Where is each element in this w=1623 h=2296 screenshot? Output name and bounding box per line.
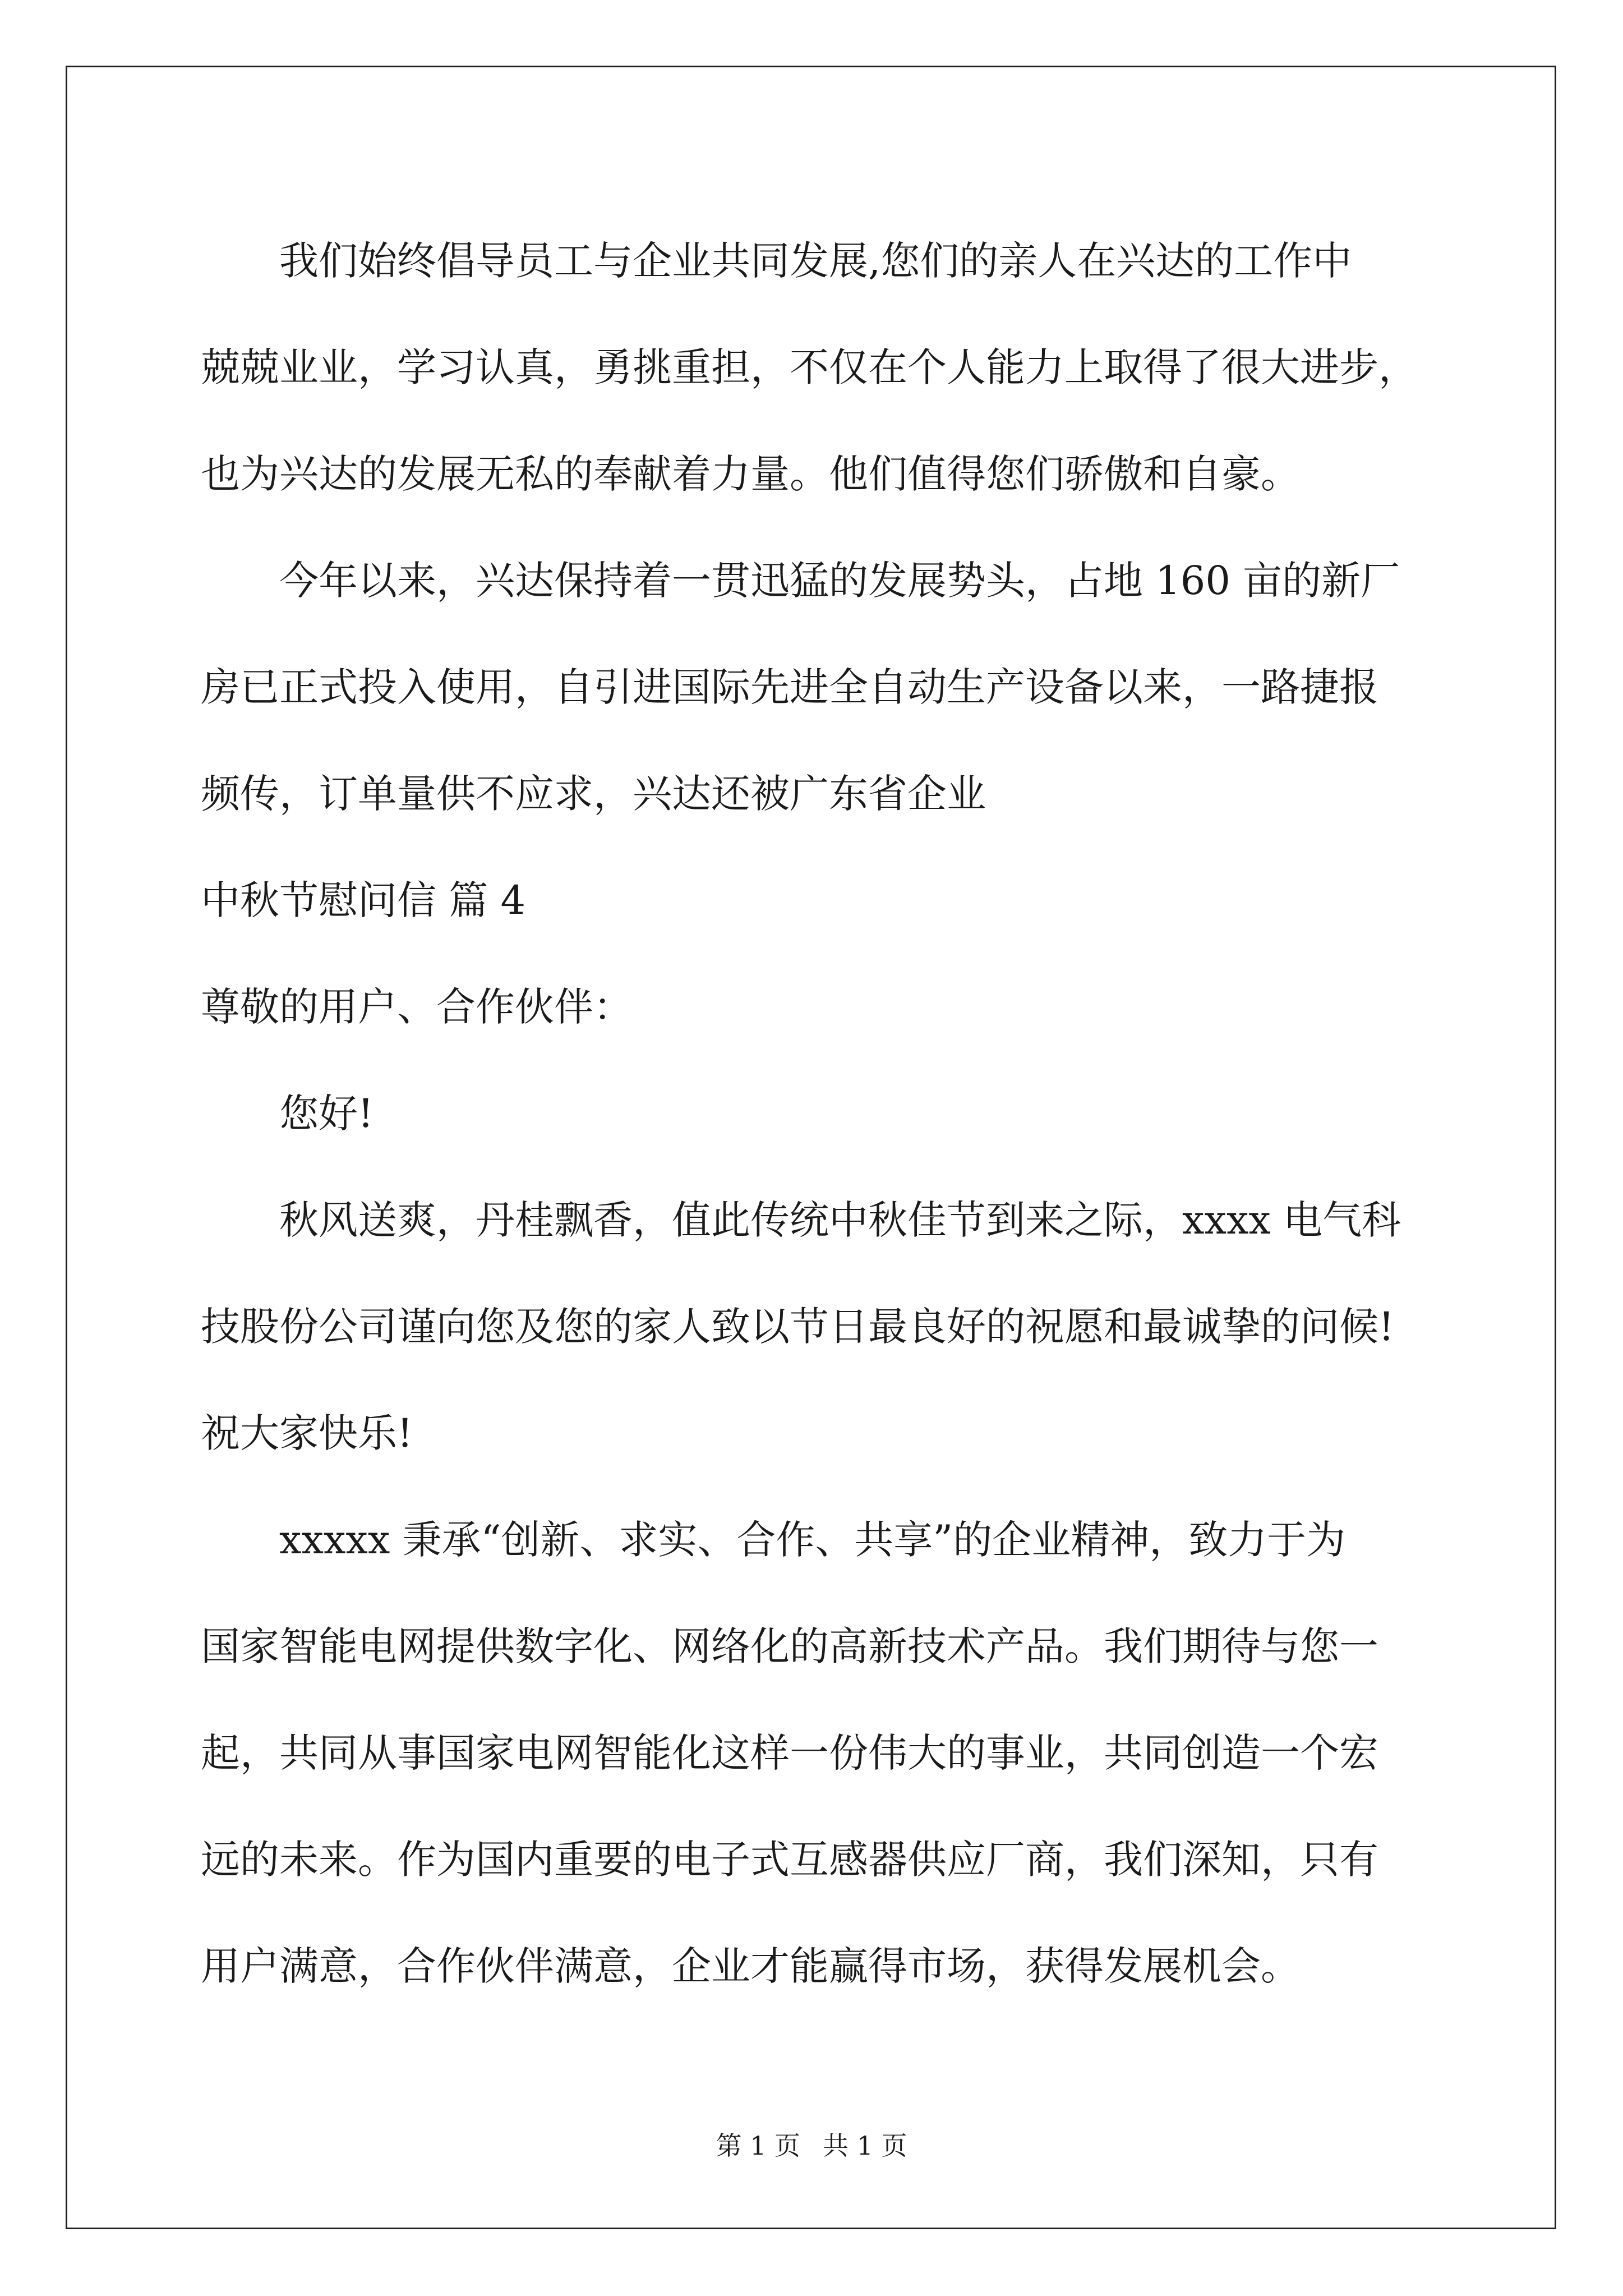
paragraph-line-2: 兢兢业业，学习认真，勇挑重担，不仅在个人能力上取得了很大进步， — [201, 344, 1418, 390]
paragraph-line-16: 远的未来。作为国内重要的电子式互感器供应厂商，我们深知，只有 — [201, 1837, 1378, 1883]
paragraph-line-5: 房已正式投入使用，自引进国际先进全自动生产设备以来，一路捷报 — [201, 664, 1378, 710]
paragraph-line-17: 用户满意，合作伙伴满意，企业才能赢得市场，获得发展机会。 — [201, 1943, 1300, 1989]
paragraph-line-14: 国家智能电网提供数字化、网络化的高新技术产品。我们期待与您一 — [201, 1623, 1378, 1669]
paragraph-line-10: 秋风送爽，丹桂飘香，值此传统中秋佳节到来之际，xxxx 电气科 — [279, 1197, 1401, 1243]
document-body — [201, 208, 1432, 2019]
paragraph-line-3: 也为兴达的发展无私的奉献着力量。他们值得您们骄傲和自豪。 — [201, 451, 1300, 497]
paragraph-line-1: 我们始终倡导员工与企业共同发展,您们的亲人在兴达的工作中 — [279, 238, 1352, 284]
page-footer — [0, 2129, 1623, 2162]
paragraph-line-13: xxxxx 秉承“创新、求实、合作、共享”的企业精神，致力于为 — [279, 1517, 1346, 1563]
greeting: 您好! — [279, 1091, 374, 1137]
salutation: 尊敬的用户、合作伙伴： — [201, 984, 633, 1030]
paragraph-line-11: 技股份公司谨向您及您的家人致以节日最良好的祝愿和最诚挚的问候! — [201, 1304, 1395, 1350]
page-number-total: 共 1 页 — [823, 2131, 907, 2161]
paragraph-line-4: 今年以来，兴达保持着一贯迅猛的发展势头，占地 160 亩的新厂 — [279, 558, 1400, 604]
paragraph-line-15: 起，共同从事国家电网智能化这样一份伟大的事业，共同创造一个宏 — [201, 1730, 1378, 1776]
paragraph-line-12: 祝大家快乐! — [201, 1410, 413, 1456]
paragraph-line-6: 频传，订单量供不应求，兴达还被广东省企业 — [201, 771, 986, 817]
section-heading: 中秋节慰问信 篇 4 — [201, 877, 526, 923]
page-number-current: 第 1 页 — [716, 2131, 800, 2161]
